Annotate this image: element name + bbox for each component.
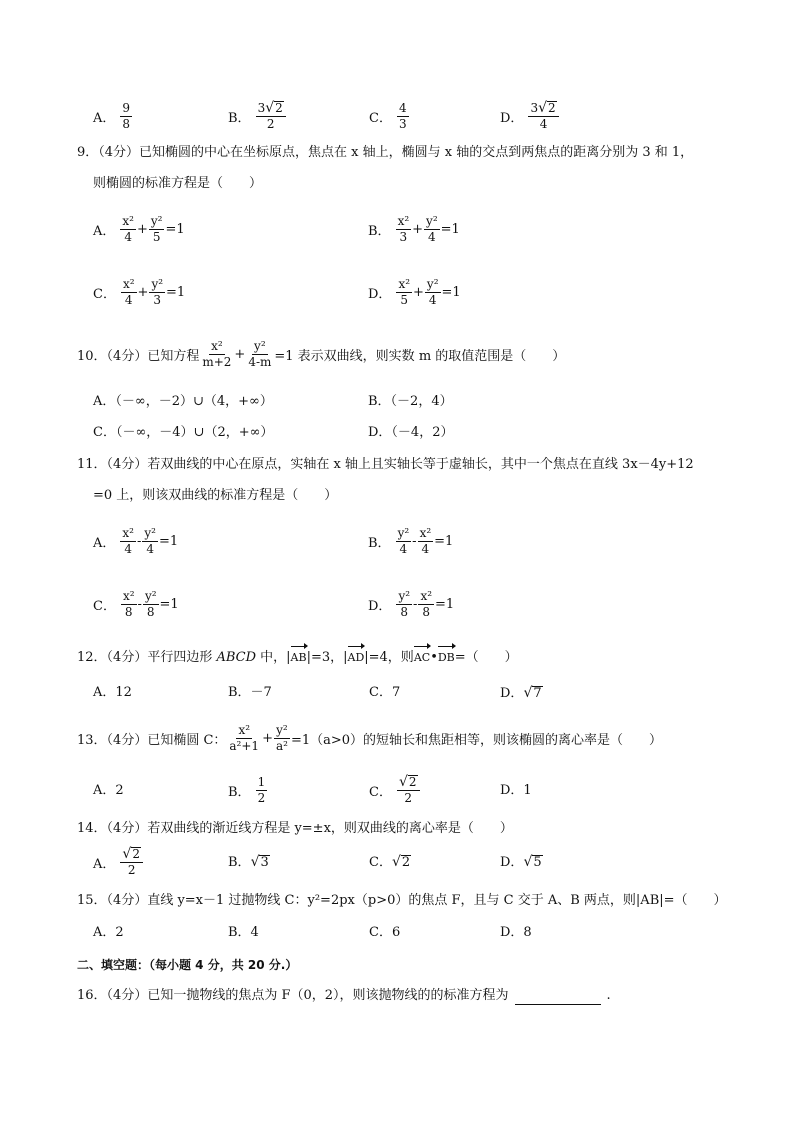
denominator: 2	[266, 117, 275, 131]
numerator: y²	[144, 588, 157, 603]
q16-stem	[77, 987, 611, 1005]
numerator: x²	[122, 276, 135, 291]
vector-ad: AD	[348, 649, 365, 667]
option-label: C．	[93, 598, 116, 614]
denominator: 2	[257, 790, 266, 805]
option-label: D．	[500, 110, 524, 126]
numerator: 1	[257, 774, 266, 789]
option-label: C．	[369, 855, 392, 870]
dot-operator: •	[430, 650, 438, 665]
fraction	[396, 527, 412, 556]
denominator: 4	[399, 541, 408, 556]
fraction	[397, 102, 409, 131]
q9-stem-line1: 9．（4分）已知椭圆的中心在坐标原点，焦点在 x 轴上，椭圆与 x 轴的交点到两焦点的距离分别为 3 和 1，	[77, 145, 694, 160]
q10-stem	[77, 334, 565, 374]
denominator: 8	[122, 116, 131, 131]
stem-text: 12．（4分）平行四边形	[77, 650, 217, 665]
fraction	[396, 215, 412, 244]
fraction	[256, 776, 268, 805]
q14-option-a	[93, 842, 144, 882]
denominator: a²+1	[229, 738, 260, 753]
vector-ac: AC	[414, 649, 430, 667]
denominator: 4	[428, 292, 437, 307]
numerator: y²	[144, 525, 156, 540]
q13-option-b	[228, 770, 268, 810]
equals: =1	[440, 221, 460, 237]
fraction	[121, 278, 137, 307]
fraction	[397, 775, 420, 805]
q12-option-d	[500, 684, 543, 703]
fraction	[227, 724, 261, 753]
answer-blank[interactable]	[515, 990, 601, 1005]
denominator: 4	[539, 117, 548, 131]
fraction	[528, 101, 558, 131]
q11-option-d	[368, 584, 454, 624]
equals: =1	[166, 284, 186, 300]
equals: =1	[159, 596, 179, 612]
numerator: x²	[122, 213, 134, 228]
numerator: y²	[397, 525, 410, 540]
denominator: 3	[153, 292, 162, 307]
denominator: 5	[400, 292, 409, 307]
equals: =1	[434, 533, 454, 549]
q11-stem-line1: 11．（4分）若双曲线的中心在原点，实轴在 x 轴上且实轴长等于虚轴长，其中一个焦点在直线 3x－4y+12	[77, 457, 694, 472]
fraction	[396, 278, 412, 307]
fraction	[418, 527, 434, 556]
fraction	[142, 527, 158, 556]
fraction	[256, 101, 286, 131]
option-label: B．	[368, 223, 391, 239]
q8-option-b	[228, 96, 287, 136]
equals: =1	[158, 533, 179, 549]
q9-option-c	[93, 272, 185, 312]
sqrt-icon: √	[398, 774, 408, 790]
numerator: y²	[151, 276, 164, 291]
operator: +	[413, 284, 424, 300]
fraction	[120, 215, 136, 244]
denominator: 4-m	[248, 354, 272, 369]
q10-option-a: A．（－∞，－2）∪（4，+∞）	[93, 394, 273, 409]
fraction	[121, 590, 137, 619]
numerator: y²	[150, 213, 163, 228]
numerator: x²	[238, 722, 251, 737]
denominator: m+2	[202, 354, 232, 369]
q15-stem: 15．（4分）直线 y=x－1 过抛物线 C：y²=2px（p>0）的焦点 F，且与 C 交于 A、B 两点，则|AB|=（ ）	[77, 893, 727, 908]
option-label: B．	[368, 535, 391, 551]
option-label: D．	[500, 686, 524, 701]
fraction	[396, 590, 412, 619]
q12-option-a: A．12	[93, 685, 132, 700]
q11-option-a	[93, 521, 178, 561]
operator: -	[136, 533, 142, 549]
radicand: 2	[548, 101, 556, 115]
stem-suffix: =1 表示双曲线，则实数 m 的取值范围是（ ）	[274, 348, 566, 364]
q12-option-c: C．7	[369, 685, 401, 700]
q8-option-a	[93, 96, 133, 136]
sqrt-icon: √	[265, 100, 275, 116]
q10-option-c: C．（－∞，－4）∪（2，+∞）	[93, 425, 274, 440]
denominator: 4	[421, 541, 430, 556]
radicand: 5	[533, 855, 542, 870]
q12-stem	[77, 649, 518, 667]
numerator: y²	[426, 276, 439, 291]
sqrt-icon: √	[523, 685, 533, 701]
numerator: x²	[211, 338, 223, 353]
numerator: 9	[122, 100, 131, 115]
q11-option-c	[93, 584, 179, 624]
option-label: C．	[93, 286, 116, 302]
denominator: 3	[399, 229, 408, 244]
denominator: 8	[124, 604, 133, 619]
radicand: 2	[275, 101, 283, 115]
equals: =1	[441, 284, 461, 300]
sqrt-icon: √	[122, 846, 132, 862]
fraction	[120, 847, 143, 877]
q14-stem: 14．（4分）若双曲线的渐近线方程是 y=±x，则双曲线的离心率是（ ）	[77, 821, 513, 836]
fraction	[424, 215, 440, 244]
denominator: 8	[146, 604, 155, 619]
stem-suffix: =1（a>0）的短轴长和焦距相等，则该椭圆的离心率是（ ）	[290, 732, 663, 748]
option-label: A．	[93, 110, 116, 126]
q14-option-d	[500, 853, 543, 872]
fraction	[418, 590, 434, 619]
coef: 3	[257, 101, 266, 115]
q11-option-b	[368, 521, 453, 561]
option-label: B．	[228, 784, 251, 800]
operator: +	[137, 284, 149, 300]
operator: -	[412, 533, 417, 549]
operator: +	[234, 346, 246, 362]
numerator: x²	[419, 525, 432, 540]
denominator: 4	[124, 541, 132, 556]
numerator	[256, 101, 286, 117]
fraction	[149, 215, 165, 244]
stem-text: 中，|	[256, 650, 291, 665]
coef: 3	[530, 101, 539, 115]
q8-option-c	[369, 96, 410, 136]
denominator: a²	[275, 738, 288, 753]
numerator: x²	[420, 588, 433, 603]
option-label: B．	[228, 855, 251, 870]
period: .	[606, 988, 611, 1003]
stem-text: =（ ）	[454, 650, 518, 665]
q9-stem-line2: 则椭圆的标准方程是（ ）	[93, 176, 263, 191]
numerator	[528, 101, 558, 117]
denominator: 8	[400, 604, 409, 619]
q15-option-d: D．8	[500, 925, 532, 940]
shape-name: ABCD	[216, 650, 257, 665]
radicand: 3	[260, 855, 269, 870]
q10-option-d: D．（－4，2）	[368, 425, 454, 440]
sqrt-icon: √	[538, 100, 547, 116]
stem-text: |=3，|	[306, 650, 348, 665]
fraction	[143, 590, 159, 619]
q9-option-d	[368, 272, 461, 312]
sqrt-icon: √	[391, 854, 401, 870]
denominator: 4	[124, 292, 133, 307]
radicand: 2	[408, 775, 417, 789]
vector-ab: AB	[291, 649, 307, 667]
numerator: y²	[426, 213, 438, 228]
stem-text: |=4，则	[364, 650, 414, 665]
section-heading: 二、填空题：（每小题 4 分，共 20 分.）	[77, 958, 298, 972]
option-label: D．	[368, 286, 392, 302]
numerator: y²	[398, 588, 411, 603]
q15-option-a: A．2	[93, 925, 124, 940]
q15-option-c: C．6	[369, 925, 401, 940]
numerator: y²	[254, 338, 266, 353]
q15-option-b: B．4	[228, 925, 259, 940]
numerator	[397, 775, 420, 791]
fraction	[274, 724, 290, 753]
q13-option-a: A．2	[93, 783, 124, 798]
fraction	[149, 278, 165, 307]
vector-db: DB	[438, 649, 455, 667]
option-label: A．	[93, 223, 116, 239]
option-label: D．	[368, 598, 392, 614]
operator: -	[137, 596, 142, 612]
stem-text: 16．（4分）已知一抛物线的焦点为 F（0，2），则该抛物线的的标准方程为	[77, 988, 509, 1003]
option-label: A．	[93, 535, 116, 551]
denominator: 2	[404, 791, 413, 805]
equals: =1	[165, 221, 185, 237]
equals: =1	[435, 596, 455, 612]
q8-option-d	[500, 96, 560, 136]
q12-option-b: B．－7	[228, 685, 272, 700]
denominator: 4	[146, 541, 154, 556]
q14-option-c	[369, 853, 411, 872]
option-label: A．	[93, 856, 116, 872]
numerator: x²	[398, 276, 411, 291]
fraction	[200, 340, 233, 369]
option-label: C．	[369, 784, 392, 800]
option-label: B．	[228, 110, 251, 126]
radicand: 7	[533, 686, 542, 701]
denominator: 8	[422, 604, 431, 619]
numerator	[120, 847, 143, 863]
numerator: x²	[122, 588, 135, 603]
numerator: x²	[397, 213, 410, 228]
q14-option-b	[228, 853, 270, 872]
numerator: x²	[122, 525, 134, 540]
denominator: 4	[428, 229, 436, 244]
denominator: 3	[398, 116, 407, 131]
q11-stem-line2: =0 上，则该双曲线的标准方程是（ ）	[93, 488, 338, 503]
denominator: 4	[124, 229, 132, 244]
fraction	[246, 340, 273, 369]
q13-option-d: D．1	[500, 783, 532, 798]
denominator: 2	[127, 863, 136, 877]
option-label: C．	[369, 110, 392, 126]
operator: +	[262, 730, 273, 746]
radicand: 2	[132, 847, 140, 861]
stem-prefix: 13．（4分）已知椭圆 C：	[77, 732, 227, 748]
sqrt-icon: √	[250, 854, 260, 870]
stem-prefix: 10．（4分）已知方程	[77, 348, 200, 364]
q9-option-a	[93, 209, 185, 249]
fraction	[425, 278, 441, 307]
numerator: 4	[398, 100, 407, 115]
operator: +	[136, 221, 148, 237]
q9-option-b	[368, 209, 460, 249]
fraction	[120, 102, 132, 131]
numerator: y²	[276, 722, 288, 737]
q13-option-c	[369, 770, 421, 810]
q10-option-b: B．（－2，4）	[368, 394, 453, 409]
operator: +	[412, 221, 424, 237]
radicand: 2	[401, 855, 411, 870]
denominator: 5	[152, 229, 161, 244]
operator: -	[413, 596, 418, 612]
q13-stem	[77, 718, 662, 758]
option-label: D．	[500, 855, 524, 870]
fraction	[120, 527, 136, 556]
sqrt-icon: √	[523, 854, 533, 870]
